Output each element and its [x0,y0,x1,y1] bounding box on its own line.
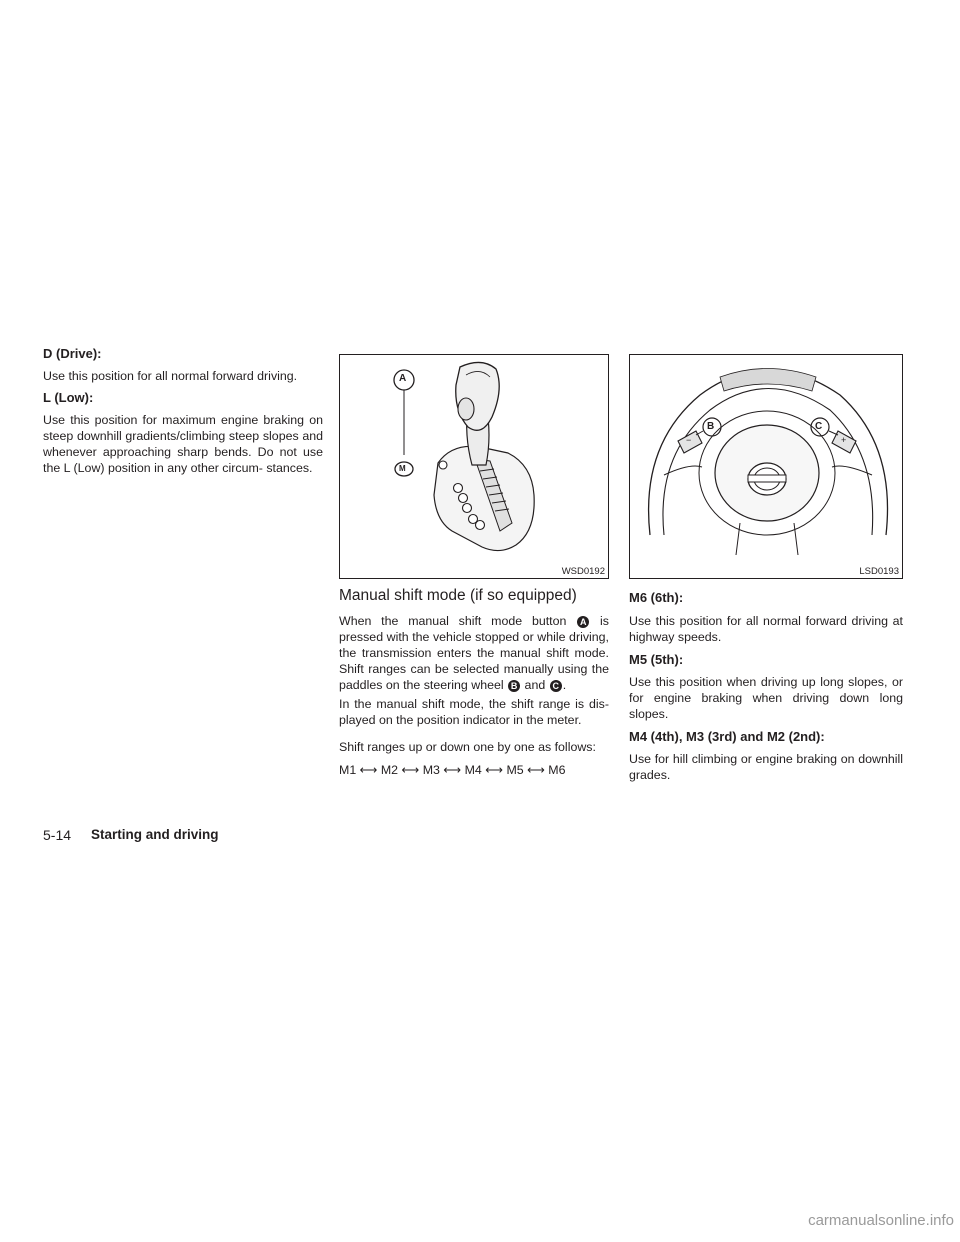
m432-text: Use for hill climbing or engine braking on downhill grades. [629,752,903,782]
plus-paddle-label: + [841,435,847,445]
m5-text: Use this position when driving up long slopes, or for engine braking when driving down long slopes. [629,675,903,721]
shift-lever-figure [339,354,609,579]
watermark: carmanualsonline.info [808,1212,954,1229]
manual-paragraph-1 [339,613,609,693]
page-number: 5-14 [43,827,72,843]
shift-sequence: M1 ⟷ M2 ⟷ M3 ⟷ M4 ⟷ M5 ⟷ M6 [339,763,566,777]
callout-c-badge: C [550,680,562,692]
section-title: Manual shift mode (if so equipped) [339,587,577,604]
figure-id: WSD0192 [561,566,605,577]
m6-heading: M6 (6th): [629,590,684,605]
m6-text: Use this position for all normal forward driving at highway speeds. [629,614,903,644]
callout-b-badge: B [508,680,520,692]
steering-wheel-illustration [630,355,904,580]
callout-a-badge: A [577,616,589,628]
m432-heading: M4 (4th), M3 (3rd) and M2 (2nd): [629,729,825,744]
low-text: Use this position for maximum engine braking on steep downhill gradients/climbing steep slopes and whenever approaching sharp bends. Do not use the L (Low) position in any other circum- stances. [43,413,323,475]
m5-heading: M5 (5th): [629,652,684,667]
drive-text: Use this position for all normal forward driving. [43,369,298,383]
m-button-label: M [399,464,406,473]
manual-paragraph-2: In the manual shift mode, the shift range is dis- played on the position indicator in the meter. [339,697,609,727]
drive-heading: D (Drive): [43,346,102,361]
minus-paddle-label: − [686,435,692,445]
callout-c-label: C [815,421,823,432]
shift-lever-illustration [340,355,610,580]
callout-b-label: B [707,421,715,432]
manual-text-a: When the manual shift mode button [339,614,567,628]
steering-wheel-figure [629,354,903,579]
figure-id: LSD0193 [859,566,899,577]
manual-text-d: . [562,678,567,692]
low-heading: L (Low): [43,390,94,405]
manual-text-c: and [524,678,546,692]
manual-paragraph-3: Shift ranges up or down one by one as follows: [339,740,596,754]
footer-section-title: Starting and driving [91,827,219,842]
callout-a-label: A [399,373,407,384]
manual-text-b: is pressed with the vehicle stopped or while driving, the transmission enters the manual shift mode. Shift ranges can be selected manually using the paddles on the steering wheel [339,614,609,692]
